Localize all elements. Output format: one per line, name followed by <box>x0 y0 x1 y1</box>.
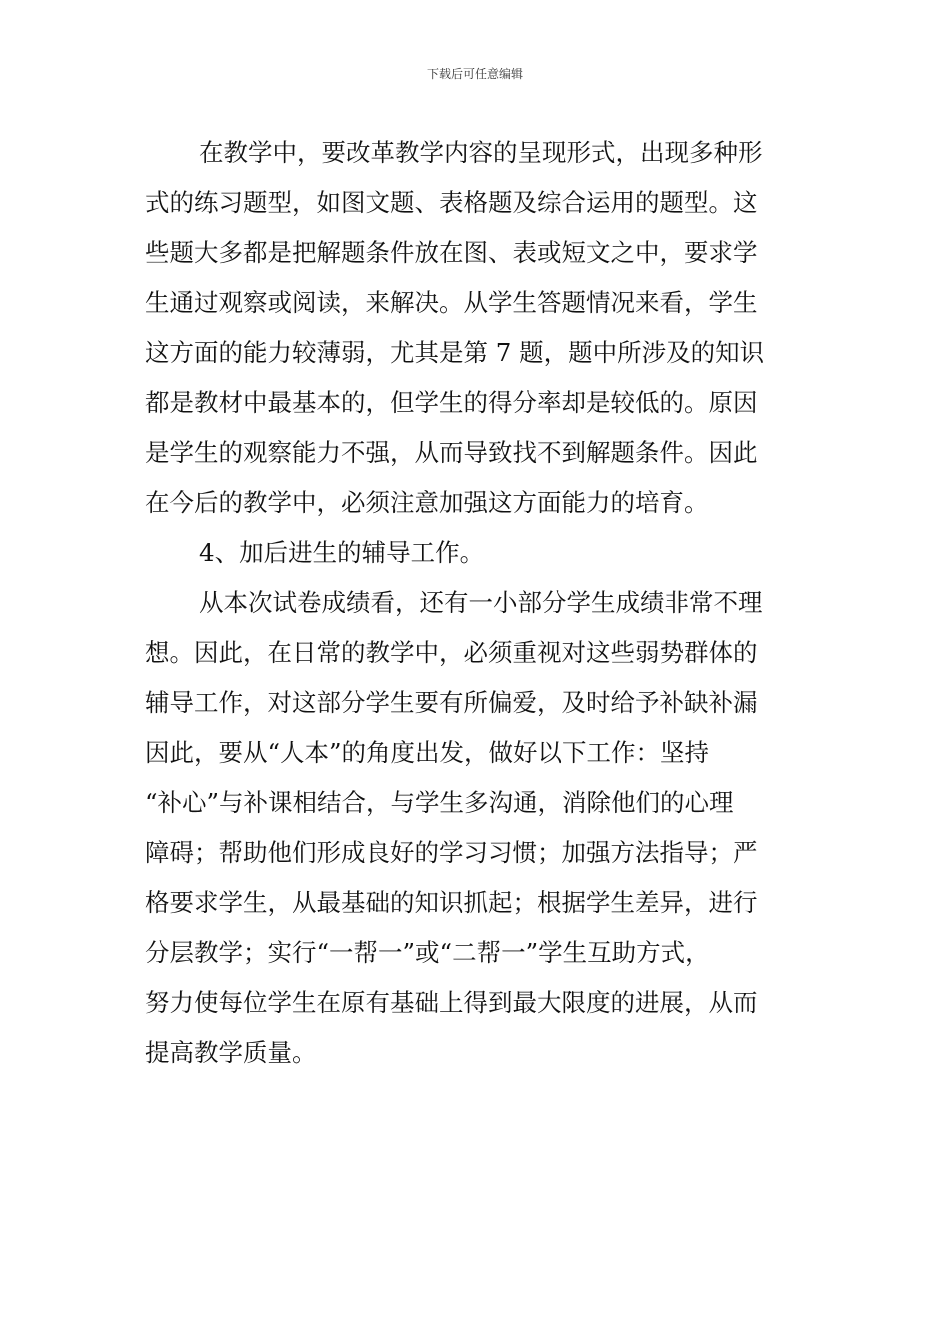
text-line: 在教学中，要改革教学内容的呈现形式，出现多种形 <box>199 138 763 167</box>
text-line: 都是教材中最基本的，但学生的得分率却是较低的。原因 <box>145 388 758 417</box>
text-line: 在今后的教学中，必须注意加强这方面能力的培育。 <box>145 488 709 517</box>
section-heading: 4、加后进生的辅导工作。 <box>199 538 485 567</box>
text-line: 生通过观察或阅读，来解决。从学生答题情况来看，学生 <box>145 288 758 317</box>
text-line: 因此，要从“人本”的角度出发，做好以下工作：坚持 <box>145 738 710 767</box>
document-body <box>145 128 810 1078</box>
text-line: 从本次试卷成绩看，还有一小部分学生成绩非常不理 <box>199 588 763 617</box>
text-line: 辅导工作，对这部分学生要有所偏爱，及时给予补缺补漏 <box>145 688 758 717</box>
text-line: 障碍；帮助他们形成良好的学习习惯；加强方法指导；严 <box>145 838 758 867</box>
text-line: 努力使每位学生在原有基础上得到最大限度的进展，从而 <box>145 988 758 1017</box>
text-line: 想。因此，在日常的教学中，必须重视对这些弱势群体的 <box>145 638 758 667</box>
text-line: “补心”与补课相结合，与学生多沟通，消除他们的心理 <box>145 788 734 817</box>
text-line: 格要求学生，从最基础的知识抓起；根据学生差异，进行 <box>145 888 758 917</box>
text-line: 式的练习题型，如图文题、表格题及综合运用的题型。这 <box>145 188 758 217</box>
text-line: 是学生的观察能力不强，从而导致找不到解题条件。因此 <box>145 438 758 467</box>
text-line: 分层教学；实行“一帮一”或“二帮一”学生互助方式， <box>145 938 710 967</box>
page-header: 下载后可任意编辑 <box>426 67 523 81</box>
text-line: 这方面的能力较薄弱，尤其是第 7 题，题中所涉及的知识 <box>145 338 765 367</box>
text-line: 提高教学质量。 <box>145 1038 317 1067</box>
text-line: 些题大多都是把解题条件放在图、表或短文之中，要求学 <box>145 238 758 267</box>
